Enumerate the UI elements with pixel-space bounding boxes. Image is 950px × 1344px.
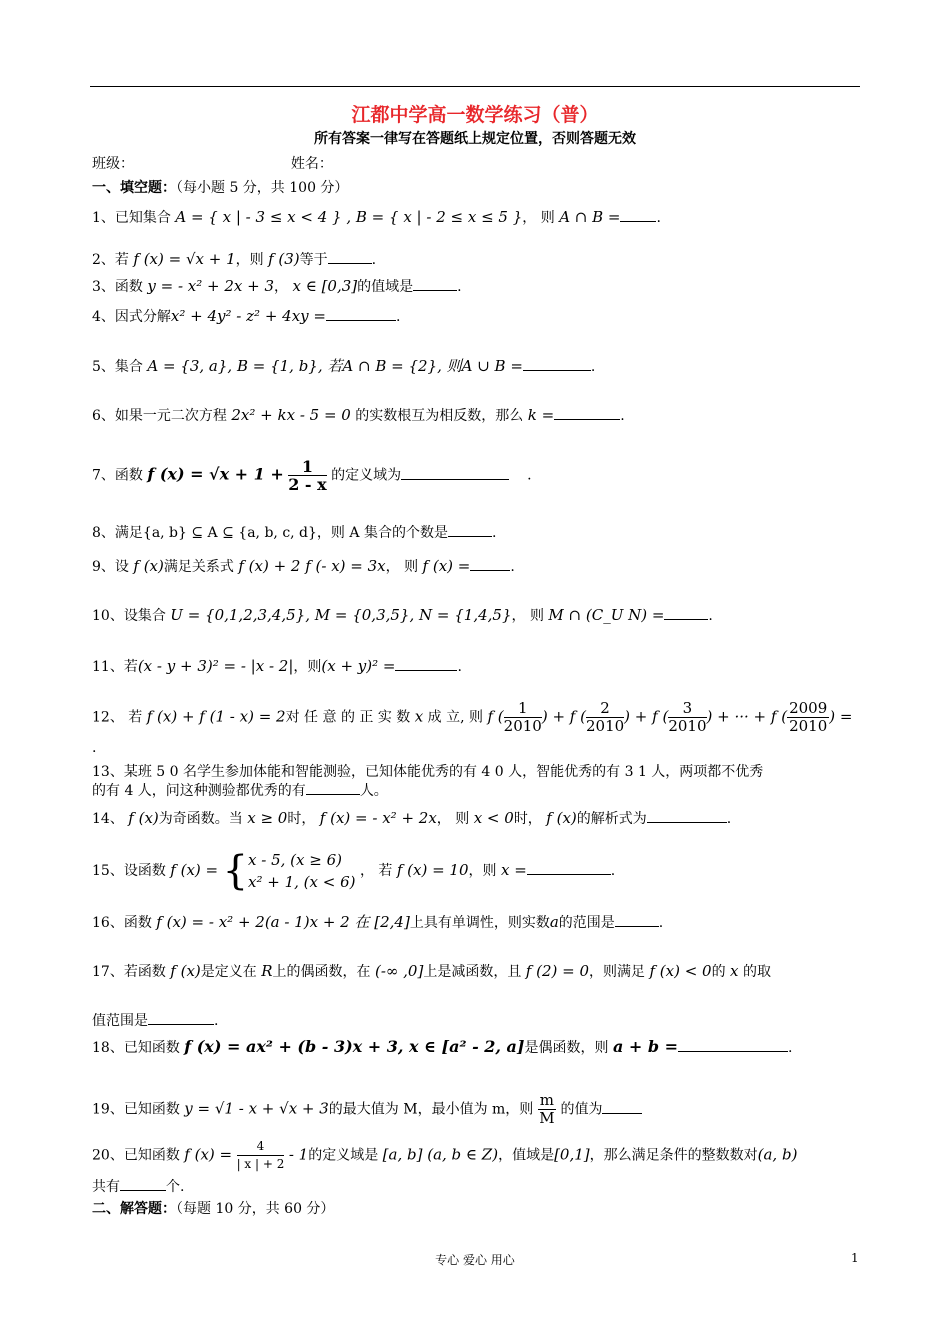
question-3: 3、函数 y = - x² + 2x + 3， x ∈ [0,3]的值域是 . [92, 277, 462, 295]
top-rule [90, 86, 860, 87]
question-8: 8、满足{a, b} ⊆ A ⊆ {a, b, c, d}，则 A 集合的个数是 . [92, 525, 497, 541]
page-title: 江都中学高一数学练习（普） [351, 104, 599, 126]
name-label: 姓名： [290, 156, 333, 172]
question-9: 9、设 f (x)满足关系式 f (x) + 2 f (- x) = 3x， 则 f (x) = . [92, 557, 515, 575]
class-name-row [92, 153, 333, 173]
document-page: 江都中学高一数学练习（普） 所有答案一律写在答题纸上规定位置，否则答题无效 班级： 姓名： 一、填空题：（每小题 5 分，共 100 分） 1、已知集合 A = { x | - 3 ≤ x < 4 } , B = { x | - 2 ≤ x ≤ 5 }， 则 A ∩ B = . 2、若 f (x) = √x + 1，则 f (3)等于 . 3、函数 y = - x² + 2x + 3， x ∈ [0,3]的值域是 . 4、因式分解x² + 4y² - z² + 4xy = . 5、集合 A = {3, a}, B = {1, b}, 若A ∩ B = {2}, 则A ∪ B = . 6、如果一元二次方程 2x² + kx - 5 = 0 的实数根互为相反数，那么 k = . 7、函数 f (x) = √x + 1 + $\frac{1}{2 - x}$ 的定义域为 . 8、满足{a, b} ⊆ A ⊆ {a, b, c, d}，则 A 集合的个数是 . 9、设 f (x)满足关系式 f (x) + 2 f (- x) = 3x， 则 f (x) = . 10、设集合 U = {0,1,2,3,4,5}, M = {0,3,5}, N = {1,4,5}， 则 M ∩ (C_U N) = . 11、若(x - y + 3)² = - |x - 2|，则(x + y)² = . 12、 若 f (x) + f (1 - x) = 2对 任 意 的 正 实 数 x 成 立, 则 f ( $\frac{1}{2010}$ ) + f ( $\frac{2}{2010}$ ) + f ( $\frac{3}{2010}$ ) + ··· + f ( $\frac{2009}{2010}$ ) = . 13、某班 5 0 名学生参加体能和智能测验，已知体能优秀的有 4 0 人，智能优秀的有 3 1 人，两项都不优秀 的有 4 人，问这种测验都优秀的有 人。 14、 f (x)为奇函数。当 x ≥ 0时， f (x) = - x² + 2x， 则 x < 0时， f (x)的解析式为 . 15、设函数 f (x) = {x - 5, (x ≥ 6) x² + 1, (x < 6) ， 若 f (x) = 10，则 x = . 16、函数 f (x) = - x² + 2(a - 1)x + 2 在 [2,4]上具有单调性，则实数a的范围是 . 17、若函数 f (x)是定义在 R上的偶函数，在 (-∞ ,0]上是减函数，且 f (2) = 0，则满足 f (x) < 0的 x 的取 值范围是 . 18、已知函数 f (x) = ax² + (b - 3)x + 3, x ∈ [a² - 2, a]是偶函数，则 a + b = . 19、已知函数 y = √1 - x + √x + 3的最大值为 M，最小值为 m，则 $\frac{m}{M}$ 的值为 20、已知函数 f (x) = $\frac{4}{| x | + 2}$ - 1的定义域是 [a, b] (a, b ∈ Z)，值域是[0,1]，那么满足条件的整数数对(a, b) 共有 个. 二、解答题：（每题 10 分，共 60 分） 专心 爱心 用心 1 [0, 0, 950, 1344]
section-1-heading: 一、填空题：（每小题 5 分，共 100 分） [92, 180, 349, 196]
question-18: 18、已知函数 f (x) = ax² + (b - 3)x + 3, x ∈ [a² - 2, a]是偶函数，则 a + b = . [92, 1037, 793, 1056]
question-7: 7、函数 f (x) = √x + 1 + $\frac{1}{2 - x}$ 的定义域为 . [92, 457, 532, 494]
question-6: 6、如果一元二次方程 2x² + kx - 5 = 0 的实数根互为相反数，那么 k = . [92, 406, 625, 424]
question-12: 12、 若 f (x) + f (1 - x) = 2对 任 意 的 正 实 数 x 成 立, 则 f ( $\frac{1}{2010}$ ) + f ( $\frac{2}{2010}$ ) + f ( $\frac{3}{2010}$ ) + ··· + f ( $\frac{2009}{2010}$ ) = [92, 699, 853, 735]
question-20: 20、已知函数 f (x) = $\frac{4}{| x | + 2}$ - 1的定义域是 [a, b] (a, b ∈ Z)，值域是[0,1]，那么满足条件的整数数对(a, b) [92, 1139, 798, 1171]
question-1: 1、已知集合 A = { x | - 3 ≤ x < 4 } , B = { x | - 2 ≤ x ≤ 5 }， 则 A ∩ B = . [92, 208, 661, 226]
question-13-line-2: 的有 4 人，问这种测验都优秀的有 人。 [92, 783, 388, 799]
question-17: 17、若函数 f (x)是定义在 R上的偶函数，在 (-∞ ,0]上是减函数，且 f (2) = 0，则满足 f (x) < 0的 x 的取 [92, 962, 771, 980]
question-4: 4、因式分解x² + 4y² - z² + 4xy = . [92, 307, 401, 325]
page-footer: 专心 爱心 用心 [435, 1253, 515, 1267]
page-number: 1 [851, 1251, 859, 1265]
question-13: 13、某班 5 0 名学生参加体能和智能测验，已知体能优秀的有 4 0 人，智能优秀的有 3 1 人，两项都不优秀 [92, 764, 764, 780]
question-10: 10、设集合 U = {0,1,2,3,4,5}, M = {0,3,5}, N = {1,4,5}， 则 M ∩ (C_U N) = . [92, 606, 713, 624]
question-20-line-2: 共有 个. [92, 1179, 185, 1195]
question-5: 5、集合 A = {3, a}, B = {1, b}, 若A ∩ B = {2}, 则A ∪ B = . [92, 357, 596, 375]
question-2: 2、若 f (x) = √x + 1，则 f (3)等于 . [92, 250, 377, 268]
question-15: 15、设函数 f (x) = {x - 5, (x ≥ 6) x² + 1, (x < 6) ， 若 f (x) = 10，则 x = . [92, 848, 616, 894]
class-label: 班级： [92, 156, 134, 172]
question-14: 14、 f (x)为奇函数。当 x ≥ 0时， f (x) = - x² + 2x， 则 x < 0时， f (x)的解析式为 . [92, 809, 732, 827]
question-19: 19、已知函数 y = √1 - x + √x + 3的最大值为 M，最小值为 m，则 $\frac{m}{M}$ 的值为 [92, 1092, 642, 1127]
question-16: 16、函数 f (x) = - x² + 2(a - 1)x + 2 在 [2,4]上具有单调性，则实数a的范围是 . [92, 913, 664, 931]
section-2-heading: 二、解答题：（每题 10 分，共 60 分） [92, 1201, 335, 1217]
question-11: 11、若(x - y + 3)² = - |x - 2|，则(x + y)² = . [92, 657, 462, 675]
question-17-line-2: 值范围是 . [92, 1013, 219, 1029]
instructions: 所有答案一律写在答题纸上规定位置，否则答题无效 [314, 131, 636, 147]
